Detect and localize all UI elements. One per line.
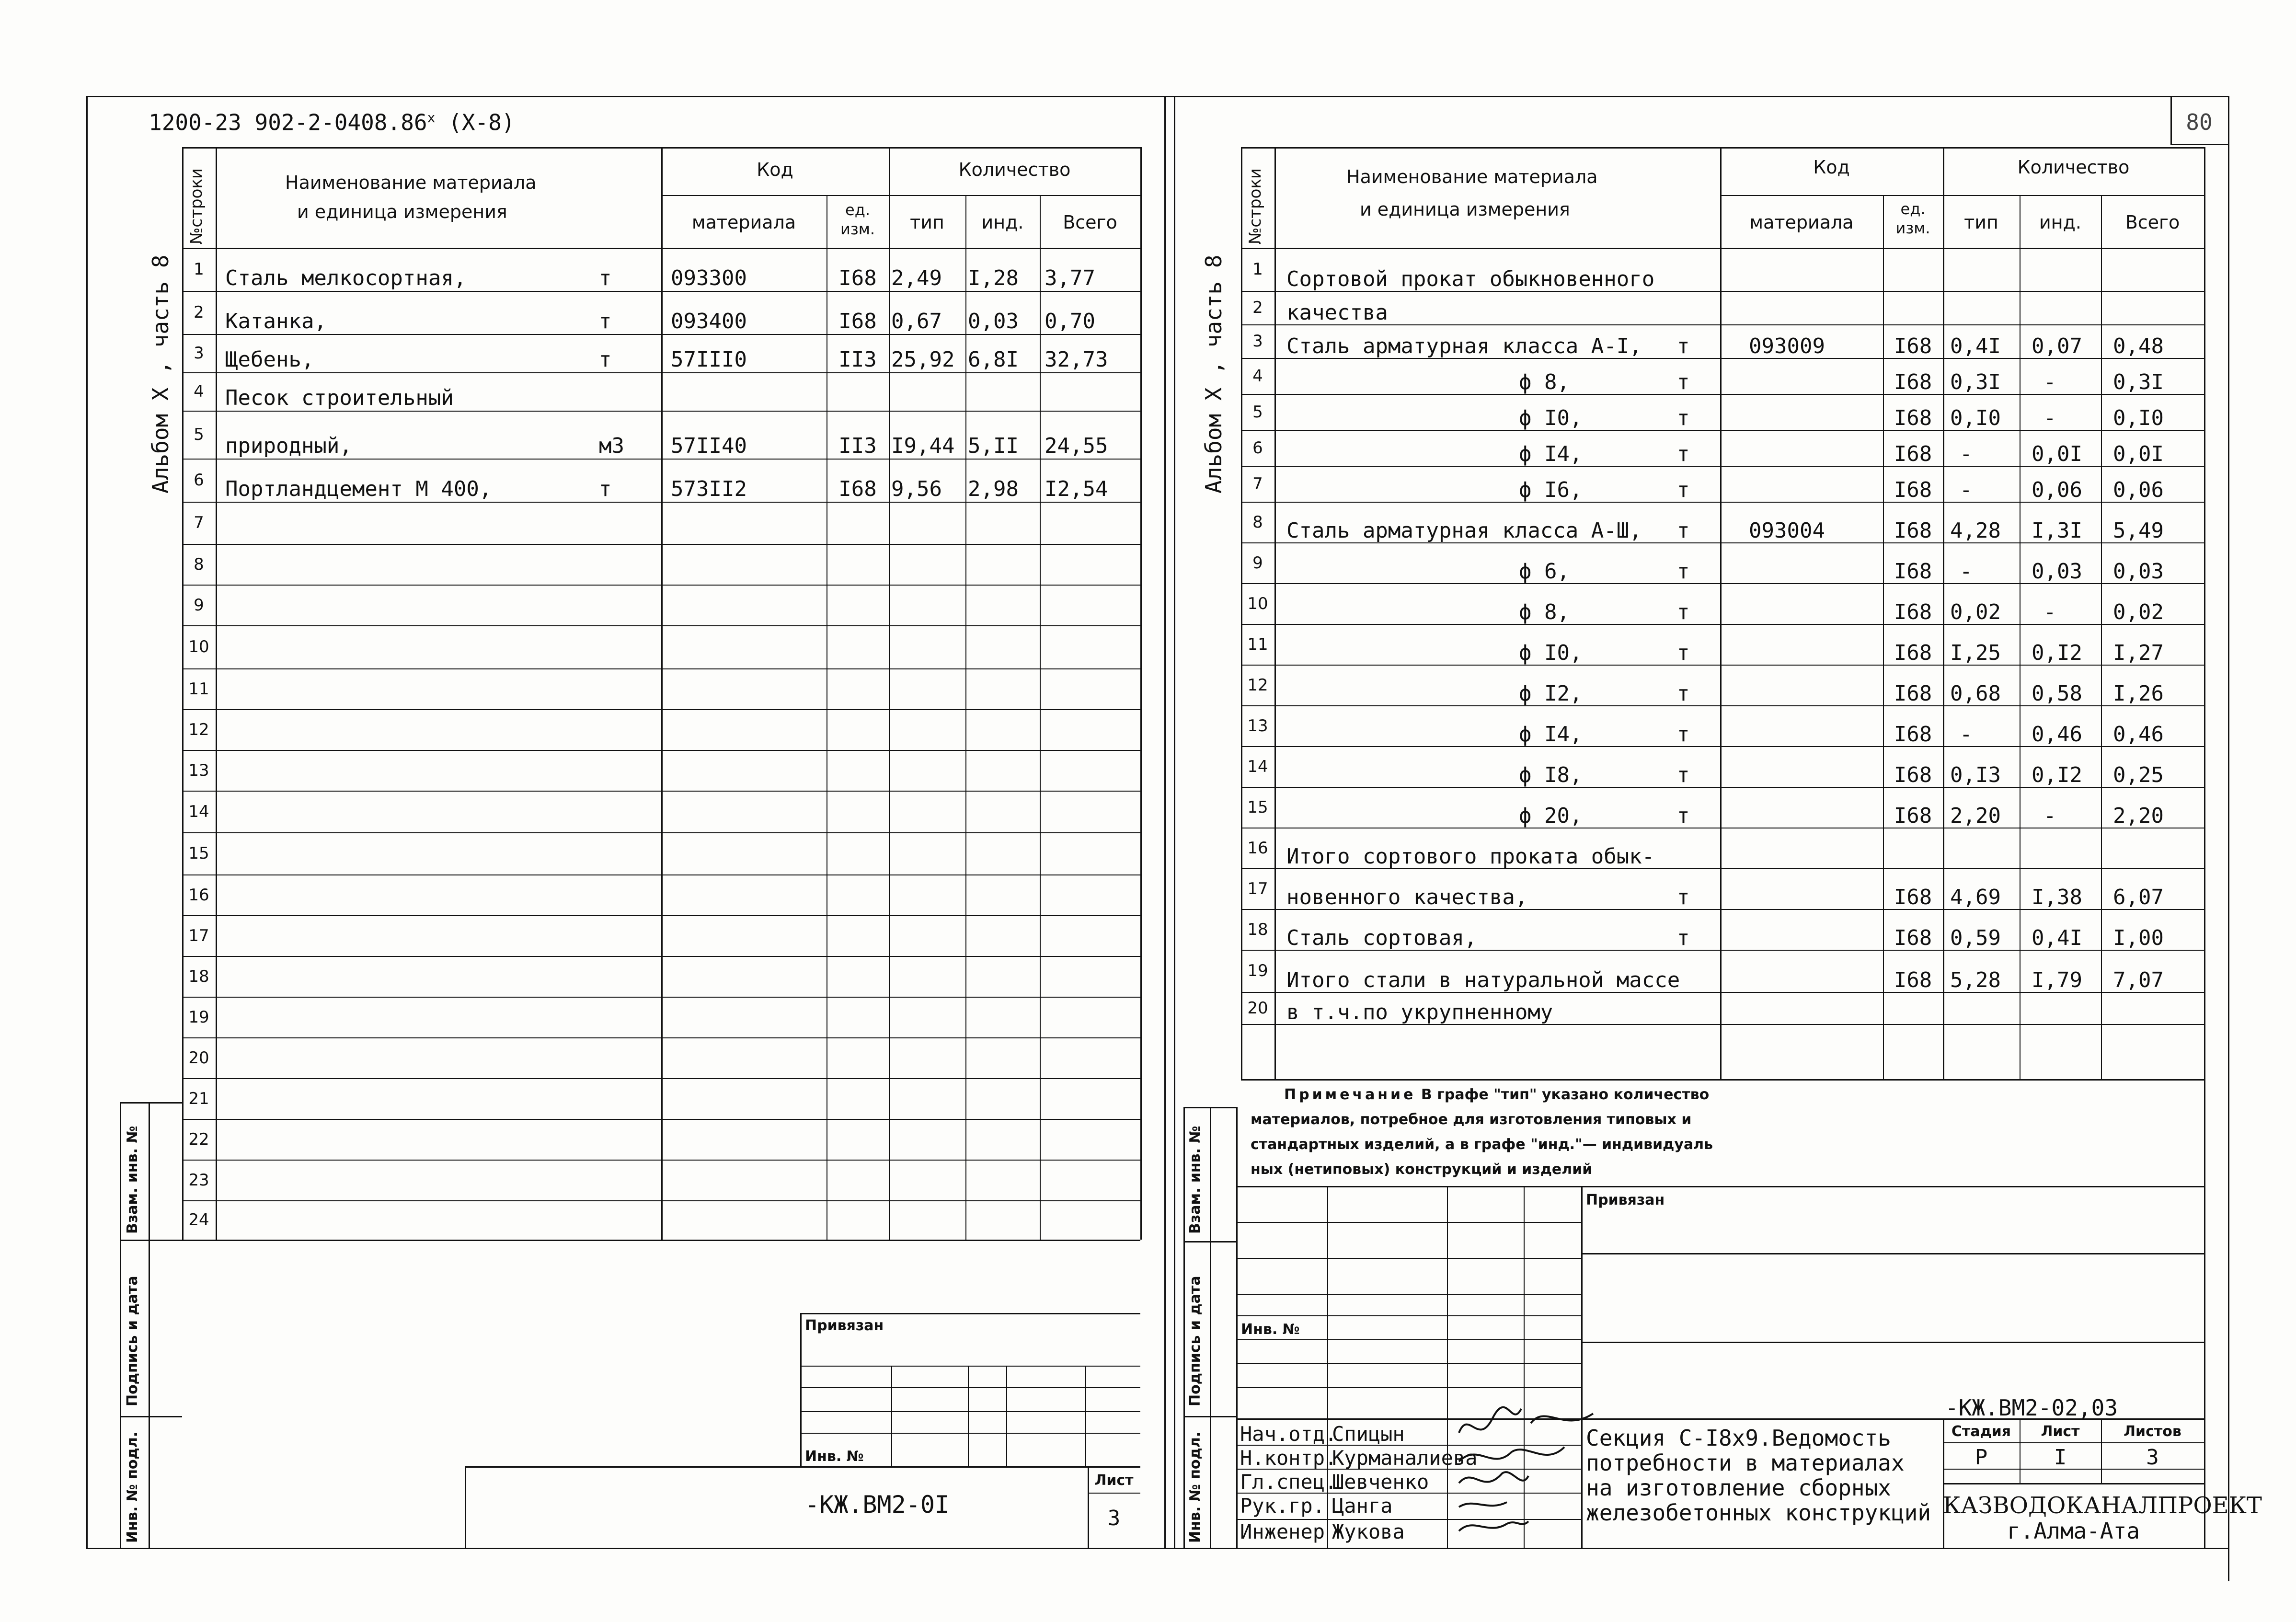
signer-4-role: Рук.гр. <box>1240 1494 1325 1518</box>
left-stamp-privyazan: Привязан <box>805 1317 884 1334</box>
right-side-podpis: Подпись и дата <box>1187 1276 1204 1406</box>
right-row-10-n: 10 <box>1247 594 1268 613</box>
right-row-2-name: качества <box>1286 300 1388 325</box>
left-row-3-ed: II3 <box>838 347 877 372</box>
left-row-8-n: 8 <box>194 554 204 574</box>
right-row-18-ind: 0,4I <box>2032 926 2082 950</box>
right-list-label: Лист <box>2041 1423 2080 1440</box>
right-row-15-vsego: 2,20 <box>2113 804 2164 828</box>
left-row-1-vsego: 3,77 <box>1045 266 1095 290</box>
right-row-19-tip: 5,28 <box>1950 968 2001 992</box>
right-row-17-unit: т <box>1677 885 1690 909</box>
right-header-tip: тип <box>1964 212 1998 233</box>
right-row-4-vsego: 0,3I <box>2113 370 2164 394</box>
right-listov-label: Листов <box>2124 1423 2181 1440</box>
right-row-6-n: 6 <box>1252 438 1263 458</box>
right-row-20-name: в т.ч.по укрупненному <box>1286 1000 1553 1024</box>
left-row-15-n: 15 <box>188 844 209 863</box>
right-header-vsego: Всего <box>2125 212 2180 233</box>
right-stage-value: Р <box>1975 1445 1988 1470</box>
right-row-17-name: новенного качества, <box>1286 885 1528 909</box>
left-row-1-name: Сталь мелкосортная, <box>225 266 467 290</box>
right-row-8-tip: 4,28 <box>1950 518 2001 543</box>
right-row-13-n: 13 <box>1247 716 1268 736</box>
right-side-vzam: Взам. инв. № <box>1187 1126 1204 1234</box>
right-title-2: потребности в материалах <box>1586 1450 1905 1476</box>
right-row-4-ed: I68 <box>1894 370 1932 394</box>
left-row-6-n: 6 <box>194 471 204 490</box>
left-row-18-n: 18 <box>188 966 209 986</box>
left-row-4-name: Песок строительный <box>225 386 454 410</box>
signer-5-role: Инженер <box>1240 1520 1325 1543</box>
right-row-8-ed: I68 <box>1894 518 1932 543</box>
left-header-name-1: Наименование материала <box>285 172 537 193</box>
left-row-1-ed: I68 <box>838 266 877 290</box>
right-title-3: на изготовление сборных <box>1586 1475 1891 1501</box>
signer-1-name: Спицын <box>1332 1422 1405 1446</box>
signatures-drawing <box>1449 1390 1607 1548</box>
left-row-1-n: 1 <box>194 260 204 279</box>
left-row-6-unit: т <box>599 477 612 501</box>
right-row-9-name: ϕ 6, <box>1519 559 1570 584</box>
right-row-8-name: Сталь арматурная класса А-Ш, <box>1286 518 1642 543</box>
signer-1-role: Нач.отд. <box>1240 1422 1337 1446</box>
right-row-7-ed: I68 <box>1894 478 1932 502</box>
right-row-12-vsego: I,26 <box>2113 681 2164 706</box>
right-row-10-name: ϕ 8, <box>1519 600 1570 624</box>
right-row-10-vsego: 0,02 <box>2113 600 2164 624</box>
left-row-17-n: 17 <box>188 926 209 945</box>
right-row-3-tip: 0,4I <box>1950 334 2001 358</box>
left-row-2-unit: т <box>599 309 612 334</box>
right-row-15-ind: - <box>2043 804 2056 828</box>
signer-4-name: Цанга <box>1332 1494 1393 1518</box>
left-row-5-n: 5 <box>194 425 204 444</box>
right-row-20-n: 20 <box>1247 998 1268 1018</box>
right-row-15-n: 15 <box>1247 797 1268 817</box>
signer-2-role: Н.контр. <box>1240 1446 1337 1470</box>
right-side-album: Альбом X , часть 8 <box>1201 254 1227 494</box>
signer-3-role: Гл.спец. <box>1240 1470 1337 1494</box>
left-row-1-code: 093300 <box>671 266 747 290</box>
right-row-18-unit: т <box>1677 926 1690 950</box>
right-row-17-n: 17 <box>1247 879 1268 898</box>
right-stage-label: Стадия <box>1951 1423 2011 1440</box>
right-row-5-unit: т <box>1677 406 1690 430</box>
left-list-label: Лист <box>1094 1472 1134 1489</box>
signer-5-name: Жукова <box>1332 1520 1405 1543</box>
right-row-5-tip: 0,I0 <box>1950 406 2001 430</box>
left-row-2-code: 093400 <box>671 309 747 334</box>
right-header-kolichestvo: Количество <box>2017 157 2130 178</box>
right-note-line3: стандартных изделий, а в графе "инд."— индивидуаль <box>1251 1136 1713 1153</box>
left-row-5-vsego: 24,55 <box>1045 434 1108 458</box>
right-row-19-name: Итого стали в натуральной массе <box>1286 968 1680 992</box>
right-title-1: Секция С-I8х9.Ведомость <box>1586 1425 1891 1451</box>
left-row-2-ed: I68 <box>838 309 877 334</box>
right-row-6-ed: I68 <box>1894 442 1932 466</box>
left-row-9-n: 9 <box>194 595 204 615</box>
left-row-6-tip: 9,56 <box>891 477 942 501</box>
left-row-21-n: 21 <box>188 1089 209 1108</box>
right-row-15-ed: I68 <box>1894 804 1932 828</box>
left-row-16-n: 16 <box>188 885 209 905</box>
left-row-6-code: 573II2 <box>671 477 747 501</box>
left-row-2-n: 2 <box>194 303 204 322</box>
right-row-13-vsego: 0,46 <box>2113 722 2164 747</box>
right-row-12-n: 12 <box>1247 675 1268 695</box>
left-row-2-name: Катанка, <box>225 309 327 334</box>
right-row-14-ind: 0,I2 <box>2032 763 2082 787</box>
left-row-3-name: Щебень, <box>225 347 314 372</box>
right-row-15-unit: т <box>1677 804 1690 828</box>
right-row-10-ed: I68 <box>1894 600 1932 624</box>
right-row-12-ind: 0,58 <box>2032 681 2082 706</box>
right-row-13-ind: 0,46 <box>2032 722 2082 747</box>
left-row-3-vsego: 32,73 <box>1045 347 1108 372</box>
right-row-8-code: 093004 <box>1749 518 1825 543</box>
left-side-vzam: Взам. инв. № <box>124 1126 141 1234</box>
right-row-14-name: ϕ I8, <box>1519 763 1583 787</box>
left-side-inv-podl: Инв. № подл. <box>124 1431 141 1543</box>
left-row-1-unit: т <box>599 266 612 290</box>
left-top-code: 1200-23 902-2-0408.86$^x$ (X-8) <box>149 109 515 136</box>
right-row-6-vsego: 0,0I <box>2113 442 2164 466</box>
right-row-7-tip: - <box>1960 478 1973 502</box>
right-row-16-name: Итого сортового проката обык- <box>1286 844 1655 869</box>
right-row-11-ed: I68 <box>1894 641 1932 665</box>
left-row-6-vsego: I2,54 <box>1045 477 1108 501</box>
left-row-3-unit: т <box>599 347 612 372</box>
right-row-3-code: 093009 <box>1749 334 1825 358</box>
right-row-5-n: 5 <box>1252 402 1263 422</box>
left-row-5-unit: м3 <box>599 434 624 458</box>
left-header-ed-2: изм. <box>840 220 875 238</box>
right-row-7-name: ϕ I6, <box>1519 478 1583 502</box>
left-row-2-tip: 0,67 <box>891 309 942 334</box>
left-header-material: материала <box>691 212 796 233</box>
right-row-5-ed: I68 <box>1894 406 1932 430</box>
right-header-rownum: №строки <box>1246 168 1265 244</box>
right-row-13-ed: I68 <box>1894 722 1932 747</box>
left-row-6-ed: I68 <box>838 477 877 501</box>
right-row-11-tip: I,25 <box>1950 641 2001 665</box>
left-side-podpis: Подпись и дата <box>124 1276 141 1406</box>
right-row-6-tip: - <box>1960 442 1973 466</box>
left-row-2-ind: 0,03 <box>968 309 1019 334</box>
right-row-4-name: ϕ 8, <box>1519 370 1570 394</box>
right-row-17-tip: 4,69 <box>1950 885 2001 909</box>
left-side-album: Альбом X , часть 8 <box>148 254 173 494</box>
right-row-17-ed: I68 <box>1894 885 1932 909</box>
right-row-3-n: 3 <box>1252 332 1263 351</box>
right-header-material: материала <box>1749 212 1854 233</box>
right-row-11-ind: 0,I2 <box>2032 641 2082 665</box>
right-row-6-name: ϕ I4, <box>1519 442 1583 466</box>
right-row-12-ed: I68 <box>1894 681 1932 706</box>
right-row-7-vsego: 0,06 <box>2113 478 2164 502</box>
right-row-8-unit: т <box>1677 518 1690 543</box>
right-header-name-1: Наименование материала <box>1346 166 1598 187</box>
right-header-kod: Код <box>1813 157 1850 178</box>
left-row-23-n: 23 <box>188 1170 209 1190</box>
right-row-9-ed: I68 <box>1894 559 1932 584</box>
right-side-inv-podl: Инв. № подл. <box>1187 1431 1204 1543</box>
right-row-14-n: 14 <box>1247 757 1268 776</box>
left-row-13-n: 13 <box>188 760 209 780</box>
right-row-6-unit: т <box>1677 442 1690 466</box>
right-note-line4: ных (нетиповых) конструкций и изделий <box>1251 1161 1593 1178</box>
right-row-7-ind: 0,06 <box>2032 478 2082 502</box>
right-row-18-ed: I68 <box>1894 926 1932 950</box>
right-row-5-name: ϕ I0, <box>1519 406 1583 430</box>
left-row-14-n: 14 <box>188 802 209 821</box>
right-row-13-unit: т <box>1677 722 1690 747</box>
right-row-14-ed: I68 <box>1894 763 1932 787</box>
left-row-3-code: 57III0 <box>671 347 747 372</box>
right-row-9-tip: - <box>1960 559 1973 584</box>
right-stamp-privyazan: Привязан <box>1586 1192 1665 1208</box>
right-row-4-n: 4 <box>1252 366 1263 386</box>
right-row-11-vsego: I,27 <box>2113 641 2164 665</box>
right-row-3-ed: I68 <box>1894 334 1932 358</box>
right-row-13-tip: - <box>1960 722 1973 747</box>
right-row-19-ind: I,79 <box>2032 968 2082 992</box>
left-row-6-name: Портландцемент М 400, <box>225 477 492 501</box>
right-row-12-tip: 0,68 <box>1950 681 2001 706</box>
right-row-2-n: 2 <box>1252 298 1263 317</box>
right-row-17-vsego: 6,07 <box>2113 885 2164 909</box>
left-row-11-n: 11 <box>188 679 209 699</box>
left-header-kolichestvo: Количество <box>958 159 1071 180</box>
left-header-ind: инд. <box>981 212 1024 233</box>
left-row-1-ind: I,28 <box>968 266 1019 290</box>
right-row-13-name: ϕ I4, <box>1519 722 1583 747</box>
right-row-10-tip: 0,02 <box>1950 600 2001 624</box>
right-row-10-ind: - <box>2043 600 2056 624</box>
right-row-16-n: 16 <box>1247 838 1268 858</box>
right-row-4-tip: 0,3I <box>1950 370 2001 394</box>
left-row-5-ed: II3 <box>838 434 877 458</box>
right-note-line2: материалов, потребное для изготовления типовых и <box>1251 1111 1692 1128</box>
right-row-15-name: ϕ 20, <box>1519 804 1583 828</box>
right-row-19-vsego: 7,07 <box>2113 968 2164 992</box>
left-row-10-n: 10 <box>188 637 209 656</box>
left-row-5-name: природный, <box>225 434 352 458</box>
right-stamp-inv: Инв. № <box>1241 1321 1300 1338</box>
right-row-6-ind: 0,0I <box>2032 442 2082 466</box>
left-row-6-ind: 2,98 <box>968 477 1019 501</box>
right-doc-code: -КЖ.ВМ2-02,03 <box>1945 1395 2118 1421</box>
right-row-19-ed: I68 <box>1894 968 1932 992</box>
right-row-1-name: Сортовой прокат обыкновенного <box>1286 267 1655 291</box>
left-list-value: 3 <box>1107 1506 1121 1530</box>
right-row-9-ind: 0,03 <box>2032 559 2082 584</box>
right-row-4-unit: т <box>1677 370 1690 394</box>
right-row-11-n: 11 <box>1247 634 1268 654</box>
left-row-4-n: 4 <box>194 382 204 401</box>
right-row-7-unit: т <box>1677 478 1690 502</box>
left-row-19-n: 19 <box>188 1007 209 1027</box>
right-row-11-name: ϕ I0, <box>1519 641 1583 665</box>
right-row-14-vsego: 0,25 <box>2113 763 2164 787</box>
right-row-8-n: 8 <box>1252 512 1263 532</box>
right-header-ed-2: изм. <box>1895 219 1930 237</box>
left-row-22-n: 22 <box>188 1129 209 1149</box>
left-doc-code: -КЖ.ВМ2-0I <box>805 1491 950 1518</box>
right-row-17-ind: I,38 <box>2032 885 2082 909</box>
right-listov-value: 3 <box>2146 1445 2159 1470</box>
right-row-9-n: 9 <box>1252 553 1263 573</box>
left-header-name-2: и единица измерения <box>297 201 507 222</box>
right-row-3-vsego: 0,48 <box>2113 334 2164 358</box>
right-row-18-n: 18 <box>1247 920 1268 939</box>
left-row-7-n: 7 <box>194 513 204 532</box>
right-row-3-ind: 0,07 <box>2032 334 2082 358</box>
left-row-24-n: 24 <box>188 1210 209 1230</box>
left-header-rownum: №строки <box>187 168 206 244</box>
right-row-7-n: 7 <box>1252 474 1263 494</box>
left-row-3-n: 3 <box>194 344 204 363</box>
right-header-ed-1: ед. <box>1900 200 1926 218</box>
right-row-18-vsego: I,00 <box>2113 926 2164 950</box>
right-row-5-vsego: 0,I0 <box>2113 406 2164 430</box>
right-row-12-unit: т <box>1677 681 1690 706</box>
right-header-ind: инд. <box>2039 212 2081 233</box>
left-header-tip: тип <box>910 212 944 233</box>
right-row-18-name: Сталь сортовая, <box>1286 926 1477 950</box>
left-stamp-inv: Инв. № <box>805 1448 864 1465</box>
left-row-5-ind: 5,II <box>968 434 1019 458</box>
right-row-18-tip: 0,59 <box>1950 926 2001 950</box>
signer-3-name: Шевченко <box>1332 1470 1429 1494</box>
right-row-8-vsego: 5,49 <box>2113 518 2164 543</box>
right-row-14-unit: т <box>1677 763 1690 787</box>
left-header-kod: Код <box>757 159 793 180</box>
right-row-3-unit: т <box>1677 334 1690 358</box>
right-list-value: I <box>2054 1445 2067 1470</box>
left-row-12-n: 12 <box>188 720 209 739</box>
left-header-ed-1: ед. <box>845 201 870 219</box>
right-row-5-ind: - <box>2043 406 2056 430</box>
right-org-1: КАЗВОДОКАНАЛПРОЕКТ <box>1943 1492 2262 1519</box>
right-row-1-n: 1 <box>1252 260 1263 279</box>
right-corner-number: 80 <box>2186 109 2213 135</box>
right-row-11-unit: т <box>1677 641 1690 665</box>
right-row-15-tip: 2,20 <box>1950 804 2001 828</box>
right-row-3-name: Сталь арматурная класса А-I, <box>1286 334 1642 358</box>
left-row-3-ind: 6,8I <box>968 347 1019 372</box>
left-header-vsego: Всего <box>1063 212 1117 233</box>
right-row-8-ind: I,3I <box>2032 518 2082 543</box>
signer-2-name: Курманалиева <box>1332 1446 1478 1470</box>
left-row-5-tip: I9,44 <box>891 434 955 458</box>
right-org-2: г.Алма-Ата <box>2007 1518 2140 1544</box>
right-row-10-unit: т <box>1677 600 1690 624</box>
right-header-name-2: и единица измерения <box>1360 199 1570 220</box>
left-row-5-code: 57II40 <box>671 434 747 458</box>
left-row-3-tip: 25,92 <box>891 347 955 372</box>
left-row-2-vsego: 0,70 <box>1045 309 1095 334</box>
left-row-1-tip: 2,49 <box>891 266 942 290</box>
right-row-9-vsego: 0,03 <box>2113 559 2164 584</box>
right-row-12-name: ϕ I2, <box>1519 681 1583 706</box>
right-row-14-tip: 0,I3 <box>1950 763 2001 787</box>
right-note-line1: Примечание В графе "тип" указано количество <box>1284 1086 1710 1103</box>
right-title-4: железобетонных конструкций <box>1586 1500 1931 1526</box>
right-row-19-n: 19 <box>1247 961 1268 980</box>
right-row-4-ind: - <box>2043 370 2056 394</box>
right-row-9-unit: т <box>1677 559 1690 584</box>
left-row-20-n: 20 <box>188 1048 209 1068</box>
